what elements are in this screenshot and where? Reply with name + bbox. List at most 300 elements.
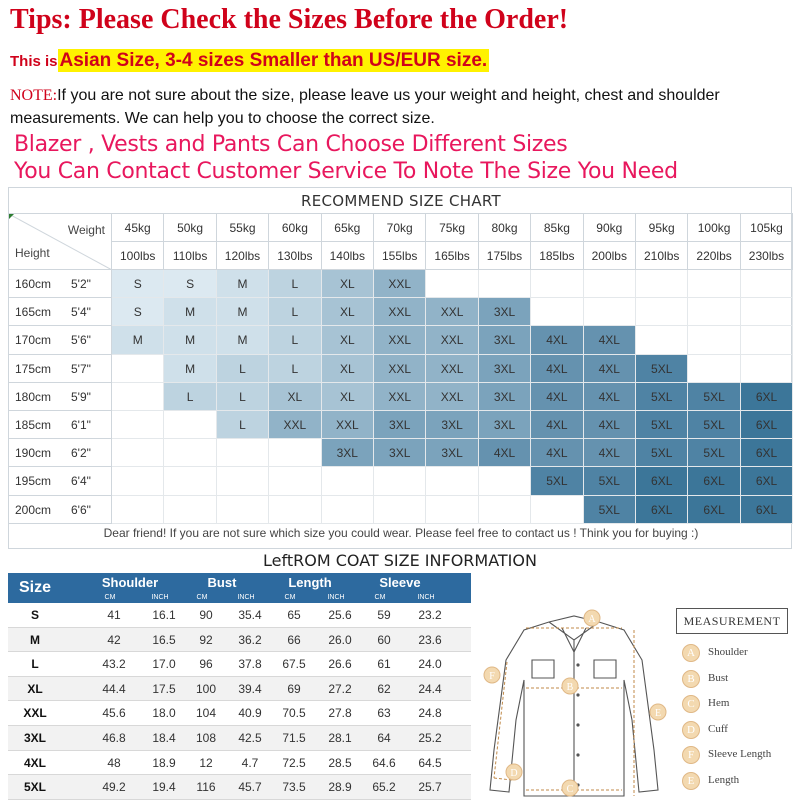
coat-group-label: Shoulder [101,575,159,590]
coat-value: 18.0 [152,706,176,721]
size-cell [741,270,793,298]
coat-unit-label: CM [104,594,116,601]
coat-value: 16.5 [152,632,176,647]
coat-value: 42.5 [238,731,262,745]
weight-kg-header: 100kg [688,214,740,242]
coat-size-name: S [30,608,39,622]
pink-line-2: You Can Contact Customer Service To Note The Size You Need [14,159,678,184]
size-cell: 3XL [374,411,426,439]
coat-value: 92 [199,632,213,647]
asian-size-note [10,50,489,72]
coat-unit-label: INCH [417,594,435,601]
coat-value: 64 [377,731,391,745]
height-cm: 190cm [15,446,52,461]
weight-lbs-header: 110lbs [164,242,216,270]
size-cell [741,326,793,354]
asian-prefix: This is [10,53,58,70]
coat-value: 28.1 [328,731,352,745]
coat-value: 41 [107,608,121,622]
height-cm: 200cm [15,502,52,517]
height-row-header [9,411,112,439]
coat-value: 37.8 [238,657,262,672]
weight-kg-header: 90kg [584,214,636,242]
height-row-header [9,467,112,495]
coat-value: 63 [377,706,391,721]
coat-value: 90 [199,608,213,622]
size-cell [374,467,426,495]
size-cell: 6XL [636,496,688,524]
coat-row [8,775,471,800]
size-cell [688,355,740,383]
note-label: NOTE: [10,87,58,104]
size-cell [112,467,164,495]
height-row-header [9,496,112,524]
coat-size-name: 3XL [23,731,46,745]
coat-value: 16.1 [152,608,176,622]
size-cell: 5XL [636,439,688,467]
size-cell: 4XL [531,326,583,354]
coat-value: 44.4 [102,681,126,696]
size-cell: 4XL [584,326,636,354]
size-cell: 4XL [531,383,583,411]
coat-value: 25.6 [328,608,352,622]
size-cell: L [217,355,269,383]
coat-value: 4.7 [241,755,259,770]
size-cell: 5XL [584,467,636,495]
size-cell: L [269,355,321,383]
size-cell: XL [322,383,374,411]
size-cell: XXL [374,383,426,411]
size-cell: 4XL [584,355,636,383]
measurement-letter-badge: F [682,746,700,764]
coat-group-label: Sleeve [379,575,421,590]
weight-lbs-header: 185lbs [531,242,583,270]
size-cell: XXL [374,355,426,383]
coat-row [8,652,471,677]
weight-lbs-header: 155lbs [374,242,426,270]
size-cell: S [112,270,164,298]
size-cell [479,270,531,298]
coat-value: 36.2 [238,632,262,647]
size-cell: 6XL [688,496,740,524]
size-cell: S [164,270,216,298]
coat-unit-label: INCH [237,594,255,601]
coat-value: 59 [377,608,391,622]
coat-value: 42 [107,632,121,647]
measurement-title: MEASUREMENT [676,608,788,634]
coat-value: 25.7 [418,780,442,795]
measurement-letter-badge: E [682,772,700,790]
coat-size-name: 5XL [23,780,46,795]
size-cell [112,355,164,383]
weight-kg-header: 55kg [217,214,269,242]
coat-value: 67.5 [282,657,306,672]
size-cell: 3XL [426,439,478,467]
coat-value: 72.5 [282,755,306,770]
coat-row [8,677,471,702]
coat-value: 17.0 [152,657,176,672]
recommend-title: RECOMMEND SIZE CHART [9,188,793,214]
height-ft: 5'6" [71,333,91,348]
size-cell: M [112,326,164,354]
coat-value: 28.5 [328,755,352,770]
size-cell [374,496,426,524]
height-row-header [9,298,112,326]
size-cell [217,496,269,524]
height-cm: 165cm [15,305,52,320]
size-cell: 4XL [531,439,583,467]
coat-value: 45.6 [102,706,126,721]
size-cell [584,270,636,298]
coat-value: 24.8 [418,706,442,721]
height-ft: 5'4" [71,305,91,320]
measurement-label: Cuff [708,722,728,735]
size-cell: 4XL [479,439,531,467]
height-ft: 6'1" [71,418,91,432]
coat-size-name: XXL [23,706,47,721]
size-cell: L [164,383,216,411]
weight-lbs-header: 220lbs [688,242,740,270]
coat-table-header [8,573,471,603]
size-cell: 5XL [688,411,740,439]
coat-value: 61 [377,657,391,672]
size-cell [479,496,531,524]
measurement-label: Hem [708,697,730,710]
measurement-label: Shoulder [708,646,748,658]
size-cell [269,467,321,495]
size-cell: 4XL [531,355,583,383]
size-cell [322,496,374,524]
coat-value: 18.4 [152,731,176,745]
coat-size-name: XL [27,681,43,696]
size-cell: L [269,298,321,326]
note-text: If you are not sure about the size, please leave us your weight and height, chest and shoulder measurements. We can help you to choose the correct size. [10,87,720,127]
size-cell [112,439,164,467]
coat-value: 18.9 [152,755,176,770]
coat-row [8,603,471,628]
size-cell: XXL [374,270,426,298]
coat-value: 28.9 [328,780,352,795]
size-cell [741,355,793,383]
coat-value: 39.4 [238,681,262,696]
coat-value: 71.5 [282,731,306,745]
height-ft: 6'6" [71,502,91,517]
coat-value: 73.5 [282,780,306,795]
note-paragraph [10,84,800,130]
size-cell [688,270,740,298]
coat-group-label: Length [288,575,332,590]
coat-value: 48 [107,755,121,770]
height-ft: 5'9" [71,389,91,404]
weight-lbs-header: 210lbs [636,242,688,270]
measurement-legend [676,608,796,800]
recommend-footer: Dear friend! If you are not sure which size you could wear. Please feel free to contact us ! Think you for buying :) [103,526,699,540]
coat-unit-label: CM [374,594,386,601]
size-cell: 5XL [531,467,583,495]
weight-lbs-header: 120lbs [217,242,269,270]
weight-kg-header: 60kg [269,214,321,242]
measurement-letter-badge: B [682,670,700,688]
size-cell [164,411,216,439]
weight-kg-header: 95kg [636,214,688,242]
weight-lbs-header: 140lbs [322,242,374,270]
coat-unit-label: CM [196,594,208,601]
size-cell [531,496,583,524]
height-cm: 195cm [15,474,52,489]
size-cell [269,439,321,467]
coat-value: 25.2 [418,731,442,745]
size-cell [688,298,740,326]
measurement-letter-badge: A [682,644,700,662]
coat-diagram [474,600,674,800]
coat-unit-label: INCH [151,594,169,601]
weight-kg-header: 50kg [164,214,216,242]
coat-unit-label: CM [284,594,296,601]
coat-value: 43.2 [102,657,126,672]
table-corner [9,214,112,270]
size-cell [426,496,478,524]
size-cell: 6XL [636,467,688,495]
size-cell: 3XL [322,439,374,467]
diagram-label-a: A [588,614,596,625]
coat-value: 24.0 [418,657,442,672]
height-row-header [9,439,112,467]
size-cell: M [164,298,216,326]
coat-size-name: L [31,657,39,672]
coat-value: 64.5 [418,755,442,770]
size-cell: XXL [269,411,321,439]
coat-value: 26.6 [328,657,352,672]
size-cell: XL [322,355,374,383]
size-cell: XL [322,270,374,298]
coat-value: 23.2 [418,608,442,622]
height-ft: 6'2" [71,446,91,461]
coat-value: 96 [199,657,213,672]
coat-value: 116 [196,780,216,795]
size-cell: 5XL [584,496,636,524]
size-cell: 3XL [479,298,531,326]
size-cell [112,411,164,439]
coat-value: 27.8 [328,706,352,721]
size-cell: M [217,298,269,326]
size-cell: XXL [374,298,426,326]
diagram-label-e: E [654,708,662,719]
size-cell: 5XL [636,383,688,411]
size-cell [741,298,793,326]
size-cell: 6XL [741,467,793,495]
diagram-label-f: F [489,671,495,682]
height-row-header [9,270,112,298]
measurement-letter-badge: C [682,695,700,713]
size-cell: 6XL [741,439,793,467]
coat-value: 69 [287,681,301,696]
asian-highlight: Asian Size, 3-4 sizes Smaller than US/EUR size. [59,50,488,71]
pink-line-1: Blazer , Vests and Pants Can Choose Different Sizes [14,132,568,157]
size-cell [426,270,478,298]
size-cell [164,439,216,467]
weight-lbs-header: 200lbs [584,242,636,270]
weight-lbs-header: 175lbs [479,242,531,270]
recommend-size-chart [8,187,792,549]
height-cm: 185cm [15,418,52,432]
height-cm: 175cm [15,361,52,376]
size-cell: XXL [374,326,426,354]
size-cell: M [217,270,269,298]
coat-value: 19.4 [152,780,176,795]
coat-value: 12 [199,755,213,770]
weight-kg-header: 70kg [374,214,426,242]
diagram-label-c: C [566,784,574,795]
diagram-label-b: B [566,682,574,693]
coat-size-name: M [30,632,40,647]
height-cm: 170cm [15,333,52,348]
size-cell: 3XL [479,383,531,411]
coat-value: 62 [377,681,391,696]
size-cell [479,467,531,495]
size-cell [322,467,374,495]
size-cell: 4XL [584,411,636,439]
size-cell: 3XL [479,411,531,439]
size-cell [636,326,688,354]
size-cell: 3XL [479,355,531,383]
coat-value: 27.2 [328,681,352,696]
size-cell: L [217,383,269,411]
size-cell [426,467,478,495]
size-cell [531,270,583,298]
coat-value: 35.4 [238,608,262,622]
size-cell [164,496,216,524]
coat-value: 108 [195,731,217,745]
coat-value: 104 [195,706,217,721]
size-cell: XL [322,326,374,354]
coat-value: 66 [287,632,301,647]
size-cell [531,298,583,326]
size-cell [636,298,688,326]
weight-kg-header: 65kg [322,214,374,242]
size-cell: 4XL [531,411,583,439]
coat-group-label: Bust [207,575,237,590]
weight-kg-header: 75kg [426,214,478,242]
coat-size-name: 4XL [23,755,46,770]
height-ft: 5'7" [71,361,91,376]
size-cell: L [217,411,269,439]
measurement-label: Bust [708,671,729,684]
measurement-label: Length [708,774,740,786]
coat-value: 26.0 [328,632,352,647]
size-column-label: Size [18,579,51,596]
coat-value: 45.7 [238,780,262,795]
measurement-label: Sleeve Length [708,748,772,761]
size-cell: 3XL [374,439,426,467]
size-cell: 6XL [741,383,793,411]
coat-value: 46.8 [102,731,126,745]
size-cell [636,270,688,298]
coat-row [8,628,471,653]
height-ft: 5'2" [71,277,91,291]
coat-unit-label: INCH [327,594,345,601]
size-cell: L [269,326,321,354]
size-cell [164,467,216,495]
size-cell: XL [269,383,321,411]
size-cell: M [217,326,269,354]
size-cell: XXL [426,298,478,326]
size-cell: XL [322,298,374,326]
coat-value: 49.2 [102,780,126,795]
size-cell: 4XL [584,383,636,411]
size-cell: 6XL [741,496,793,524]
size-cell: 6XL [688,467,740,495]
coat-row [8,701,471,726]
size-cell [269,496,321,524]
size-cell: 5XL [688,383,740,411]
size-cell: M [164,355,216,383]
height-cm: 160cm [15,277,52,291]
size-cell: 6XL [741,411,793,439]
size-cell [217,439,269,467]
coat-row [8,751,471,776]
coat-value: 40.9 [238,706,262,721]
height-row-header [9,355,112,383]
size-cell: 3XL [479,326,531,354]
size-cell: XXL [426,383,478,411]
size-cell: 5XL [636,355,688,383]
coat-row [8,726,471,751]
size-cell: 5XL [688,439,740,467]
size-cell [584,298,636,326]
size-cell: 3XL [426,411,478,439]
coat-value: 65.2 [372,780,396,795]
coat-value: 60 [377,632,391,647]
weight-lbs-header: 230lbs [741,242,793,270]
size-cell: XXL [322,411,374,439]
size-cell: 5XL [636,411,688,439]
size-cell [112,496,164,524]
coat-value: 65 [287,608,301,622]
height-ft: 6'4" [71,474,91,489]
coat-value: 17.5 [152,681,176,696]
size-cell [112,383,164,411]
tips-heading: Tips: Please Check the Sizes Before the Order! [10,4,569,35]
weight-kg-header: 45kg [112,214,164,242]
coat-value: 23.6 [418,632,442,647]
weight-kg-header: 85kg [531,214,583,242]
coat-value: 24.4 [418,681,442,696]
size-cell: XXL [426,355,478,383]
weight-label: Weight [67,223,105,237]
height-row-header [9,383,112,411]
height-label: Height [15,246,50,260]
coat-value: 64.6 [372,755,396,770]
size-cell [217,467,269,495]
height-cm: 180cm [15,389,52,404]
size-cell: L [269,270,321,298]
weight-lbs-header: 100lbs [112,242,164,270]
weight-kg-header: 105kg [741,214,793,242]
height-row-header [9,326,112,354]
diagram-label-d: D [510,768,518,779]
weight-lbs-header: 130lbs [269,242,321,270]
coat-title: LeftROM COAT SIZE INFORMATION [263,551,537,570]
weight-lbs-header: 165lbs [426,242,478,270]
size-cell: S [112,298,164,326]
coat-value: 70.5 [282,706,306,721]
coat-value: 100 [195,681,217,696]
size-cell: XXL [426,326,478,354]
measurement-letter-badge: D [682,721,700,739]
weight-kg-header: 80kg [479,214,531,242]
size-cell: M [164,326,216,354]
size-cell: 4XL [584,439,636,467]
